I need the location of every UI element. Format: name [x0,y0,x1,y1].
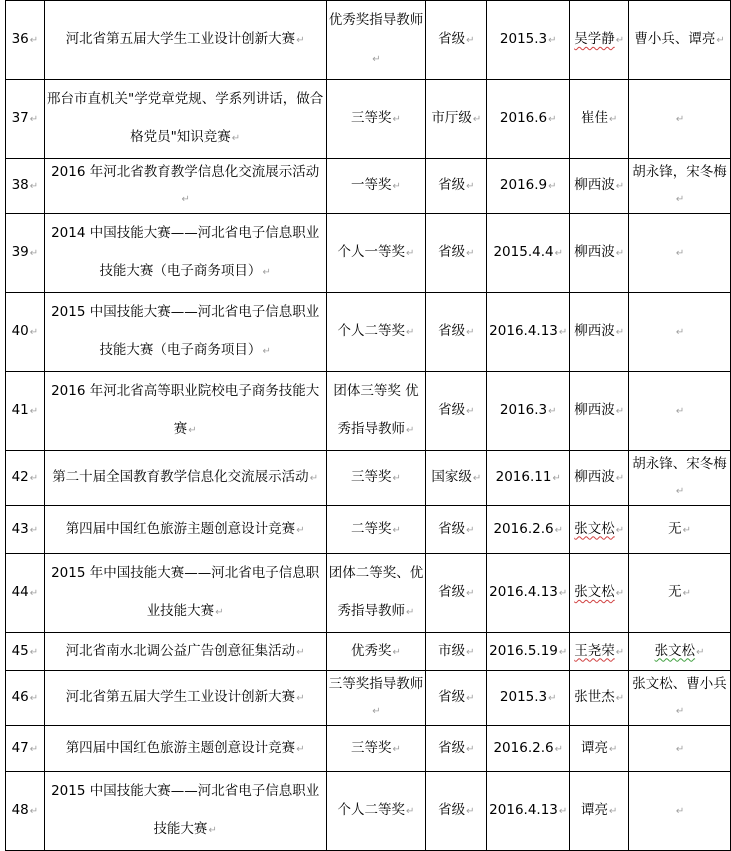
date-cell [487,80,570,159]
level-cell [426,214,487,293]
table-row [6,671,731,726]
paragraph-mark-icon: ↵ [29,248,39,259]
award-cell [326,671,426,726]
date-text: 2016.2.6 [493,739,554,756]
level-text: 省级 [438,520,466,537]
award-text: 三等奖 [351,469,392,485]
paragraph-mark-icon: ↵ [466,248,475,259]
paragraph-mark-icon: ↵ [615,327,625,338]
award-cell [326,506,426,554]
paragraph-mark-icon: ↵ [29,327,39,338]
date-text: 2016.4.13 [489,802,558,818]
row-number-cell [6,772,45,851]
paragraph-mark-icon: ↵ [466,588,475,599]
row-number-text: 36 [11,31,29,47]
person-cell [570,671,629,726]
paragraph-mark-icon: ↵ [29,806,39,817]
competition-name-text: 2015 中国技能大赛——河北省电子信息职业技能大赛（电子商务项目） [51,304,320,358]
level-cell [426,159,487,214]
paragraph-mark-icon: ↵ [29,406,39,417]
person-cell [570,293,629,372]
level-cell [426,293,487,372]
paragraph-mark-icon: ↵ [615,473,625,484]
table-row [6,372,731,451]
level-text: 省级 [438,584,466,600]
paragraph-mark-icon: ↵ [558,806,568,817]
paragraph-mark-icon: ↵ [406,327,415,338]
other-members-text: 胡永锋、宋冬梅 [632,456,727,472]
level-text: 省级 [438,323,466,339]
award-text: 优秀奖 [351,642,392,659]
other-members-cell [629,633,731,671]
other-members-cell [629,506,731,554]
paragraph-mark-icon: ↵ [392,181,401,192]
competition-name-text: 2016 年河北省教育教学信息化交流展示活动 [51,164,320,180]
award-text: 个人二等奖 [337,323,406,339]
date-text: 2016.9 [499,177,548,193]
date-text: 2016.4.13 [489,323,558,339]
other-members-cell [629,80,731,159]
competition-name-cell [44,1,326,80]
award-text: 优秀奖指导教师 [328,12,424,28]
level-text: 省级 [438,802,466,818]
row-number-cell [6,214,45,293]
competition-name-cell [44,451,326,506]
other-members-text: 张文松、曹小兵 [632,676,727,692]
other-members-cell [629,214,731,293]
competition-name-cell [44,159,326,214]
award-text: 二等奖 [351,520,392,537]
level-text: 省级 [438,402,466,418]
table-row [6,293,731,372]
paragraph-mark-icon: ↵ [29,181,39,192]
award-cell [326,633,426,671]
paragraph-mark-icon: ↵ [675,194,685,205]
paragraph-mark-icon: ↵ [558,646,568,658]
competition-name-text: 第四届中国红色旅游主题创意设计竞赛 [65,739,296,756]
award-cell [326,214,426,293]
paragraph-mark-icon: ↵ [406,425,415,436]
paragraph-mark-icon: ↵ [615,248,625,259]
paragraph-mark-icon: ↵ [615,35,625,46]
other-members-text: 无 [668,520,682,537]
person-text: 王尧荣 [574,642,615,659]
award-text: 三等奖指导教师 [328,676,424,692]
paragraph-mark-icon: ↵ [309,473,319,484]
paragraph-mark-icon: ↵ [29,693,39,704]
date-text: 2016.2.6 [493,520,554,537]
table-row [6,80,731,159]
level-text: 市厅级 [431,110,472,126]
row-number-cell [6,506,45,554]
award-cell [326,293,426,372]
competition-name-cell [44,633,326,671]
competition-name-cell [44,80,326,159]
other-members-cell [629,1,731,80]
paragraph-mark-icon: ↵ [392,524,401,536]
competition-name-text: 河北省第五届大学生工业设计创新大赛 [65,689,296,705]
table-row [6,772,731,851]
competition-name-cell [44,506,326,554]
paragraph-mark-icon: ↵ [675,706,685,717]
paragraph-mark-icon: ↵ [466,406,475,417]
date-text: 2016.11 [495,469,552,485]
date-cell [487,772,570,851]
level-text: 省级 [438,177,466,193]
person-cell [570,726,629,772]
other-members-text: 张文松 [654,642,696,659]
competition-name-text: 河北省南水北调公益广告创意征集活动 [65,642,296,659]
competition-name-cell [44,772,326,851]
date-text: 2016.5.19 [489,642,558,659]
person-text: 柳西波 [574,177,615,193]
paragraph-mark-icon: ↵ [208,825,217,836]
paragraph-mark-icon: ↵ [682,524,691,536]
competition-name-text: 第四届中国红色旅游主题创意设计竞赛 [65,520,296,537]
paragraph-mark-icon: ↵ [406,806,415,817]
award-cell [326,554,426,633]
award-text: 一等奖 [351,177,392,193]
row-number-cell [6,633,45,671]
competition-name-cell [44,671,326,726]
person-text: 柳西波 [574,244,615,260]
awards-table-body [6,1,731,851]
person-text: 谭亮 [580,739,608,756]
date-cell [487,451,570,506]
paragraph-mark-icon: ↵ [615,406,625,417]
paragraph-mark-icon: ↵ [615,646,625,658]
table-row [6,633,731,671]
person-text: 谭亮 [580,802,608,818]
paragraph-mark-icon: ↵ [296,35,305,46]
paragraph-mark-icon: ↵ [231,133,241,144]
table-row [6,451,731,506]
date-cell [487,1,570,80]
paragraph-mark-icon: ↵ [466,327,475,338]
date-cell [487,159,570,214]
level-cell [426,726,487,772]
paragraph-mark-icon: ↵ [558,327,568,338]
competition-name-text: 第二十届全国教育教学信息化交流展示活动 [52,469,309,485]
level-text: 省级 [438,31,466,47]
paragraph-mark-icon: ↵ [466,806,475,817]
person-text: 柳西波 [574,323,615,339]
row-number-text: 42 [11,469,29,485]
other-members-text: 胡永锋，宋冬梅 [632,164,727,180]
paragraph-mark-icon: ↵ [615,181,625,192]
row-number-cell [6,159,45,214]
paragraph-mark-icon: ↵ [29,35,39,46]
row-number-cell [6,1,45,80]
row-number-text: 45 [11,642,29,659]
row-number-cell [6,554,45,633]
paragraph-mark-icon: ↵ [615,588,625,599]
paragraph-mark-icon: ↵ [548,181,557,192]
table-row [6,159,731,214]
paragraph-mark-icon: ↵ [675,114,685,125]
other-members-cell [629,159,731,214]
award-cell [326,451,426,506]
paragraph-mark-icon: ↵ [615,524,625,536]
person-text: 张世杰 [574,689,615,705]
person-cell [570,372,629,451]
row-number-text: 46 [11,689,29,705]
paragraph-mark-icon: ↵ [615,693,625,704]
competition-name-text: 2014 中国技能大赛——河北省电子信息职业技能大赛（电子商务项目） [51,225,320,279]
row-number-text: 38 [11,177,29,193]
paragraph-mark-icon: ↵ [682,588,691,599]
competition-name-cell [44,726,326,772]
date-cell [487,372,570,451]
paragraph-mark-icon: ↵ [29,743,39,755]
paragraph-mark-icon: ↵ [675,806,685,817]
row-number-cell [6,372,45,451]
paragraph-mark-icon: ↵ [29,588,39,599]
awards-table [5,0,731,851]
person-text: 吴学静 [574,31,615,47]
level-cell [426,554,487,633]
paragraph-mark-icon: ↵ [296,646,305,658]
other-members-cell [629,293,731,372]
paragraph-mark-icon: ↵ [392,743,401,755]
competition-name-text: 2015 年中国技能大赛——河北省电子信息职业技能大赛 [51,565,320,619]
paragraph-mark-icon: ↵ [466,743,475,755]
paragraph-mark-icon: ↵ [296,693,305,704]
date-text: 2015.3 [499,689,548,705]
paragraph-mark-icon: ↵ [406,248,415,259]
other-members-cell [629,772,731,851]
competition-name-text: 2016 年河北省高等职业院校电子商务技能大赛 [51,383,320,437]
date-cell [487,726,570,772]
row-number-cell [6,671,45,726]
award-cell [326,159,426,214]
table-row [6,726,731,772]
paragraph-mark-icon: ↵ [181,194,190,205]
paragraph-mark-icon: ↵ [262,346,271,357]
other-members-cell [629,671,731,726]
row-number-text: 41 [11,402,29,418]
competition-name-cell [44,372,326,451]
person-text: 张文松 [574,520,615,537]
table-row [6,214,731,293]
paragraph-mark-icon: ↵ [548,406,557,417]
award-text: 团体三等奖 优秀指导教师 [333,383,419,437]
date-cell [487,633,570,671]
date-cell [487,671,570,726]
row-number-cell [6,726,45,772]
competition-name-cell [44,554,326,633]
row-number-text: 39 [11,244,29,260]
paragraph-mark-icon: ↵ [675,327,685,338]
date-cell [487,293,570,372]
date-text: 2016.3 [499,402,548,418]
row-number-cell [6,451,45,506]
paragraph-mark-icon: ↵ [372,706,381,717]
paragraph-mark-icon: ↵ [466,524,475,536]
person-cell [570,159,629,214]
person-cell [570,214,629,293]
level-cell [426,633,487,671]
paragraph-mark-icon: ↵ [466,181,475,192]
paragraph-mark-icon: ↵ [392,114,401,125]
person-cell [570,80,629,159]
paragraph-mark-icon: ↵ [608,806,618,817]
award-text: 个人一等奖 [337,244,406,260]
level-cell [426,372,487,451]
award-cell [326,372,426,451]
paragraph-mark-icon: ↵ [29,524,39,536]
paragraph-mark-icon: ↵ [392,646,401,658]
table-row [6,506,731,554]
paragraph-mark-icon: ↵ [466,693,475,704]
award-text: 个人二等奖 [337,802,406,818]
row-number-text: 48 [11,802,29,818]
other-members-text: 曹小兵、谭亮 [634,31,716,47]
row-number-text: 43 [11,520,29,537]
person-text: 崔佳 [580,110,608,126]
date-cell [487,554,570,633]
paragraph-mark-icon: ↵ [406,607,415,618]
level-cell [426,506,487,554]
table-row [6,554,731,633]
person-cell [570,506,629,554]
paragraph-mark-icon: ↵ [392,473,401,484]
award-text: 团体二等奖、优秀指导教师 [328,565,424,619]
paragraph-mark-icon: ↵ [552,473,561,484]
row-number-text: 37 [11,110,29,126]
person-cell [570,554,629,633]
paragraph-mark-icon: ↵ [296,743,305,755]
paragraph-mark-icon: ↵ [554,248,563,259]
date-cell [487,214,570,293]
row-number-text: 47 [11,739,29,756]
paragraph-mark-icon: ↵ [466,35,475,46]
paragraph-mark-icon: ↵ [558,588,568,599]
paragraph-mark-icon: ↵ [466,646,475,658]
paragraph-mark-icon: ↵ [215,607,224,618]
row-number-cell [6,293,45,372]
paragraph-mark-icon: ↵ [608,114,618,125]
other-members-cell [629,451,731,506]
paragraph-mark-icon: ↵ [29,473,39,484]
paragraph-mark-icon: ↵ [262,267,271,278]
table-row [6,1,731,80]
person-cell [570,451,629,506]
paragraph-mark-icon: ↵ [29,114,39,125]
date-text: 2015.4.4 [493,244,554,260]
level-cell [426,1,487,80]
award-cell [326,1,426,80]
paragraph-mark-icon: ↵ [188,425,197,436]
paragraph-mark-icon: ↵ [675,743,685,755]
person-cell [570,1,629,80]
competition-name-text: 河北省第五届大学生工业设计创新大赛 [65,31,296,47]
person-text: 张文松 [574,584,615,600]
level-cell [426,80,487,159]
paragraph-mark-icon: ↵ [29,646,39,658]
person-text: 柳西波 [574,469,615,485]
paragraph-mark-icon: ↵ [675,406,685,417]
paragraph-mark-icon: ↵ [716,35,725,46]
person-cell [570,772,629,851]
competition-name-cell [44,214,326,293]
other-members-text: 无 [668,584,682,600]
paragraph-mark-icon: ↵ [554,743,563,755]
other-members-cell [629,554,731,633]
paragraph-mark-icon: ↵ [296,524,305,536]
date-text: 2016.4.13 [489,584,558,600]
paragraph-mark-icon: ↵ [372,54,381,65]
row-number-text: 44 [11,584,29,600]
level-cell [426,671,487,726]
paragraph-mark-icon: ↵ [696,646,705,658]
level-text: 市级 [438,642,466,659]
other-members-cell [629,726,731,772]
level-text: 国家级 [431,469,472,485]
paragraph-mark-icon: ↵ [675,486,685,497]
person-text: 柳西波 [574,402,615,418]
date-text: 2015.3 [499,31,548,47]
row-number-cell [6,80,45,159]
award-cell [326,80,426,159]
date-cell [487,506,570,554]
paragraph-mark-icon: ↵ [608,743,618,755]
competition-name-text: 2015 中国技能大赛——河北省电子信息职业技能大赛 [51,783,320,837]
paragraph-mark-icon: ↵ [554,524,563,536]
paragraph-mark-icon: ↵ [548,693,557,704]
paragraph-mark-icon: ↵ [472,473,482,484]
award-cell [326,726,426,772]
paragraph-mark-icon: ↵ [675,248,685,259]
other-members-cell [629,372,731,451]
award-text: 三等奖 [351,110,392,126]
date-text: 2016.6 [499,110,548,126]
level-cell [426,451,487,506]
paragraph-mark-icon: ↵ [548,35,557,46]
row-number-text: 40 [11,323,29,339]
level-text: 省级 [438,689,466,705]
level-text: 省级 [438,739,466,756]
award-cell [326,772,426,851]
competition-name-text: 邢台市直机关"学党章党规、学系列讲话，做合格党员"知识竞赛 [47,91,324,145]
award-text: 三等奖 [351,739,392,756]
level-text: 省级 [438,244,466,260]
paragraph-mark-icon: ↵ [472,114,482,125]
person-cell [570,633,629,671]
competition-name-cell [44,293,326,372]
paragraph-mark-icon: ↵ [548,114,557,125]
level-cell [426,772,487,851]
